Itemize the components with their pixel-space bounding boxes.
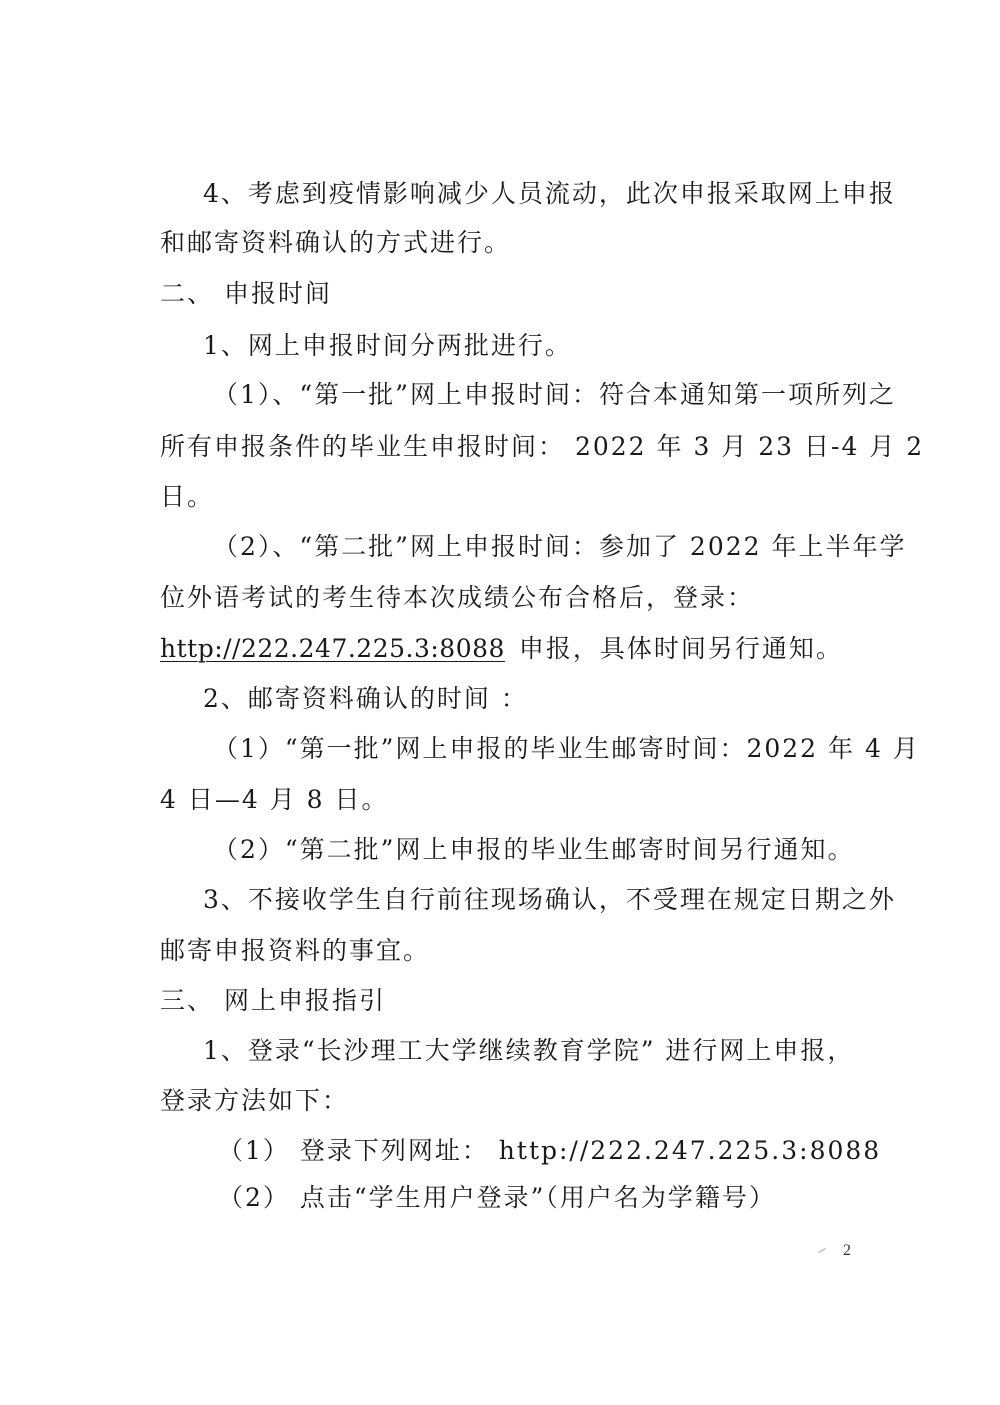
batch-1-line-3: 日。 [160,482,215,511]
page-number: 2 [843,1242,851,1259]
section-heading-application-time: 二、 申报时间 [160,279,332,308]
item-1-online-batches: 1、网上申报时间分两批进行。 [203,331,572,360]
guide-step-2: （2） 点击“学生用户登录”（用户名为学籍号） [218,1183,776,1212]
batch-1-line-2: 所有申报条件的毕业生申报时间： 2022 年 3 月 23 日-4 月 2 [160,432,925,461]
paragraph-4-line-2: 和邮寄资料确认的方式进行。 [160,228,512,257]
guide-item-1-line-1: 1、登录“长沙理工大学继续教育学院” 进行网上申报， [203,1036,855,1065]
scan-mark [818,1248,825,1253]
batch-2-line-1: （2）、“第二批”网上申报时间：参加了 2022 年上半年学 [213,532,907,561]
guide-item-1-line-2: 登录方法如下： [160,1086,350,1115]
mailing-batch-2: （2）“第二批”网上申报的毕业生邮寄时间另行通知。 [213,835,855,864]
mailing-batch-1-line-2: 4 日—4 月 8 日。 [160,785,389,814]
item-3-line-1: 3、不接收学生自行前往现场确认，不受理在规定日期之外 [203,885,896,914]
item-3-line-2: 邮寄申报资料的事宜。 [160,936,431,965]
guide-step-1: （1） 登录下列网址： http://222.247.225.3:8088 [218,1136,882,1165]
item-2-mailing-time: 2、邮寄资料确认的时间 ： [203,684,528,713]
mailing-batch-1-line-1: （1）“第一批”网上申报的毕业生邮寄时间：2022 年 4 月 [213,734,920,763]
batch-1-line-1: （1）、“第一批”网上申报时间：符合本通知第一项所列之 [213,380,896,409]
section-heading-online-guide: 三、 网上申报指引 [160,986,386,1015]
paragraph-4-line-1: 4、考虑到疫情影响减少人员流动，此次申报采取网上申报 [203,179,896,208]
application-url-link[interactable]: http://222.247.225.3:8088 [160,634,505,663]
batch-2-line-2: 位外语考试的考生待本次成绩公布合格后，登录： [160,583,755,612]
batch-2-line-3-text: 申报，具体时间另行通知。 [518,634,843,663]
batch-2-line-3 [160,633,843,665]
